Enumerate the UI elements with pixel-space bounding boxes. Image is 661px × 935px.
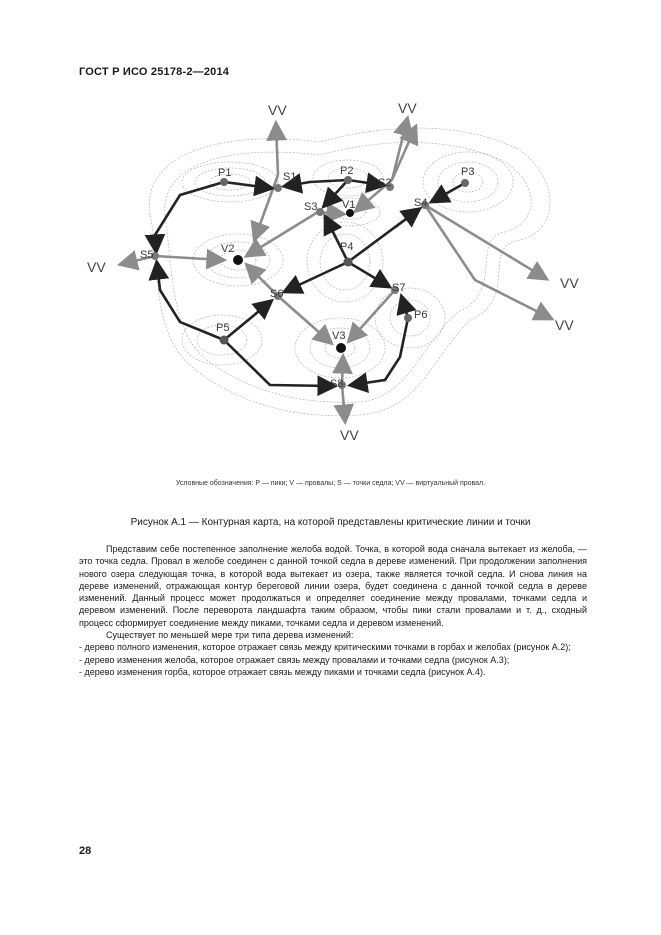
label-s5: S5: [140, 249, 154, 261]
valley-lines: [122, 120, 550, 420]
label-p6: P6: [414, 309, 428, 321]
label-v1: V1: [342, 199, 356, 211]
label-vv-right-lower: VV: [555, 317, 574, 333]
point-labels: [140, 165, 474, 390]
label-p1: P1: [218, 167, 232, 179]
label-p4: P4: [340, 241, 354, 253]
label-v3: V3: [332, 330, 346, 342]
label-s1: S1: [283, 171, 297, 183]
peak-p6: [404, 314, 412, 322]
label-v2: V2: [221, 243, 235, 255]
list-item: - дерево изменения желоба, которое отражает связь между провалами и точками седла (рисунок А.3);: [79, 654, 510, 665]
label-s2: S2: [378, 177, 392, 189]
label-p3: P3: [461, 166, 475, 178]
figure-legend: Условные обозначения: P — пики; V — провалы; S — точки седла; VV — виртуальный провал.: [175, 480, 486, 487]
label-vv-top-left: VV: [268, 102, 287, 118]
label-s6: S6: [270, 288, 284, 300]
peak-p4: [344, 258, 353, 267]
document-header: ГОСТ Р ИСО 25178-2—2014: [79, 66, 230, 78]
peak-p3: [461, 179, 469, 187]
label-vv-right-upper: VV: [560, 275, 579, 291]
figure-caption: Рисунок А.1 — Контурная карта, на которой представлены критические линии и точки: [130, 517, 531, 528]
valley-v2: [233, 255, 243, 265]
paragraph: Существует по меньшей мере три типа дерева изменений:: [106, 630, 354, 641]
label-vv-top-right: VV: [398, 100, 417, 116]
page-number: 28: [79, 845, 92, 857]
saddle-s1: [274, 184, 282, 192]
label-s3: S3: [304, 201, 318, 213]
label-vv-left: VV: [87, 259, 106, 275]
label-s7: S7: [392, 282, 406, 294]
label-p5: P5: [216, 322, 230, 334]
peak-p2: [344, 176, 352, 184]
virtual-valley-labels: [87, 100, 579, 443]
paragraph: Представим себе постепенное заполнение желоба водой. Точка, в которой вода сначала вытекает из желоба, — это точка седла. Провал в желобе соединен с данной точкой седла в дереве изменений. При продолжении заполнения нового озера следующая точка, в которой вода вытекает из озера, также является точкой седла. И снова линия на дереве изменений, отражающая контур береговой линии озера, будет соединена с данной точкой седла в дереве изменений. Данный процесс может продолжаться и определяет соединение между провалами, точками седла и деревом изменений. После переворота ландшафта таким образом, чтобы пики стали провалами и т. д., сходный процесс сформирует соединение между пиками, точками седла и деревом изменений.: [79, 544, 587, 628]
label-s8: S8: [330, 378, 344, 390]
peak-p1: [220, 178, 228, 186]
label-vv-bottom: VV: [340, 427, 359, 443]
label-s4: S4: [414, 197, 428, 209]
peak-p5: [220, 336, 229, 345]
label-p2: P2: [340, 165, 354, 177]
list-item: - дерево изменения горба, которое отражает связь между пиками и точками седла (рисунок А.4).: [79, 666, 486, 677]
body-text: [79, 543, 587, 678]
list-item: - дерево полного изменения, которое отражает связь между критическими точками в горбах и желобах (рисунок А.2);: [79, 642, 571, 653]
valley-v3: [336, 343, 346, 353]
